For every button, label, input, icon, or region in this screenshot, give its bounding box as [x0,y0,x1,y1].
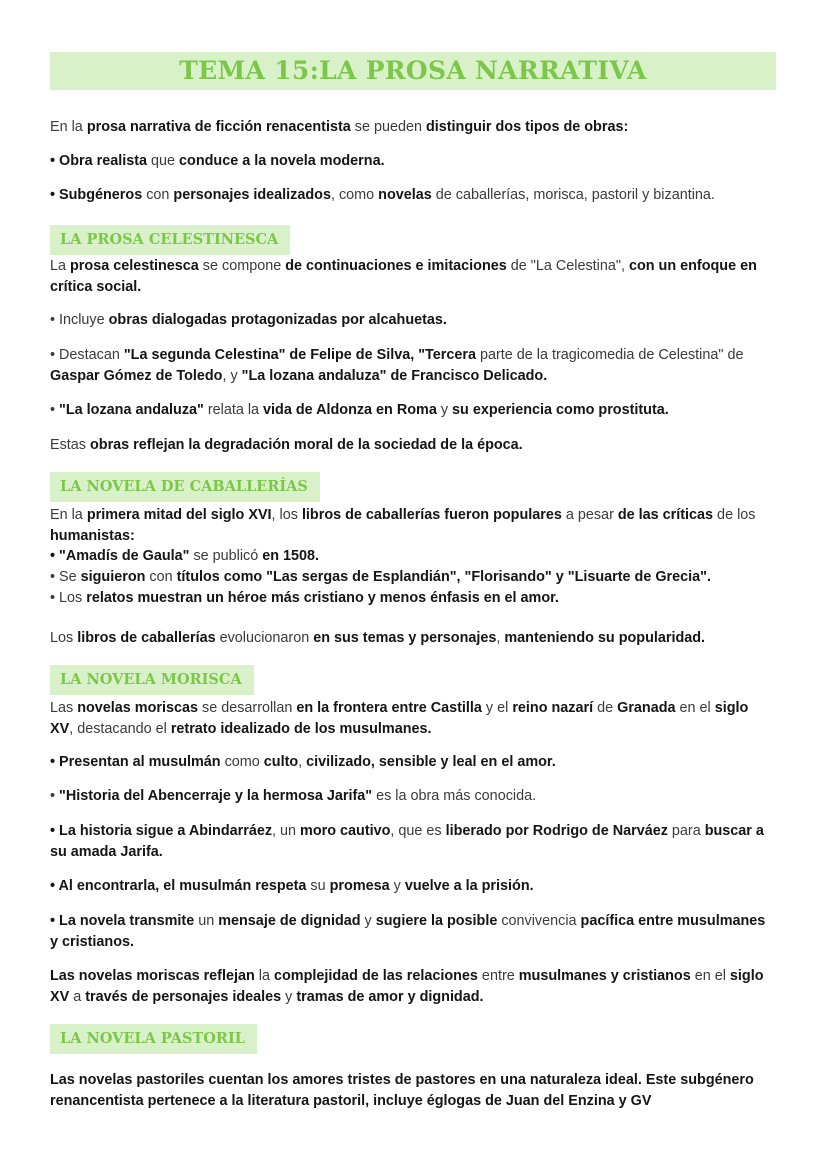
paragraph [50,185,775,206]
text: a pesar [561,507,618,523]
text: y [360,913,376,929]
text: que [147,153,180,169]
text: y [436,402,453,418]
text: En la [50,507,87,523]
bold-text: • Obra realista [50,153,148,169]
bold-text: en 1508. [262,548,320,564]
bold-text: civilizado, sensible y leal en el amor. [306,754,556,770]
bold-text: novelas moriscas [77,700,198,716]
bold-text: • Al encontrarla, el musulmán respeta [50,878,307,894]
text: de caballerías, morisca, pastoril y bizantina. [431,187,715,203]
paragraph [50,435,775,456]
text: • Se [50,569,81,585]
bold-text: culto [263,754,299,770]
paragraph [50,1070,775,1112]
bold-text: retrato idealizado de los musulmanes. [170,721,432,737]
bold-text: • La novela transmite [50,913,195,929]
text: relata la [203,402,264,418]
text: de "La Celestina", [506,258,629,274]
bold-text: prosa celestinesca [70,258,199,274]
paragraph [50,588,775,609]
text: La [50,258,71,274]
text: a [69,989,86,1005]
text: convivencia [497,913,581,929]
text: de [593,700,618,716]
paragraph [50,310,775,331]
section-heading: LA NOVELA DE CABALLERÍAS [50,472,320,502]
bold-text: vida de Aldonza en Roma [263,402,437,418]
paragraph [50,698,775,740]
text: , como [330,187,379,203]
bold-text: reino nazarí [512,700,594,716]
text: se compone [198,258,286,274]
bold-text: primera mitad del siglo XVI [86,507,272,523]
bold-text: de las críticas [617,507,714,523]
bold-text: de continuaciones e imitaciones [285,258,507,274]
text: con [145,569,177,585]
bold-text: "La lozana andaluza" [59,402,204,418]
text: • Destacan [50,347,124,363]
bold-text: libros de caballerías [77,630,216,646]
text: , los [271,507,302,523]
text: parte de la tragicomedia de Celestina" de [475,347,744,363]
bold-text: relatos muestran un héroe más cristiano y menos énfasis en el amor. [86,590,559,606]
bold-text: en la frontera entre Castilla [296,700,482,716]
bold-text: "La lozana andaluza" de Francisco Delicado. [241,368,548,384]
text: su [306,878,330,894]
bold-text: siglo XV [50,700,749,737]
bold-text: su experiencia como prostituta. [452,402,669,418]
bold-text: Las novelas pastoriles cuentan los amores tristes de pastores en una naturaleza ideal. Este subgénero renancentista pertenece a la literatura pastoril, incluye églogas de Juan del Enzina y GV [50,1072,754,1109]
text: para [667,823,705,839]
text: es la obra más conocida. [372,788,537,804]
bold-text: obras reflejan la degradación moral de la sociedad de la época. [90,437,523,453]
bold-text: sugiere la posible [375,913,498,929]
paragraph [50,505,775,547]
bold-text: libros de caballerías fueron populares [301,507,562,523]
text: se publicó [189,548,263,564]
text: , que es [390,823,446,839]
paragraph [50,117,775,138]
paragraph [50,752,775,773]
bold-text: Gaspar Gómez de Toledo [50,368,223,384]
bold-text: moro cautivo [300,823,391,839]
bold-text: siguieron [80,569,146,585]
bold-text: Las novelas moriscas reflejan [50,968,255,984]
text: • [50,402,60,418]
page-title: TEMA 15:LA PROSA NARRATIVA [50,52,776,90]
bold-text: • Subgéneros [50,187,143,203]
bold-text: "Historia del Abencerraje y la hermosa Jarifa" [59,788,373,804]
bold-text: musulmanes y cristianos [518,968,691,984]
text: y [389,878,405,894]
bold-text: pacífica entre musulmanes y cristianos. [50,913,766,950]
text: como [220,754,264,770]
bold-text: través de personajes ideales [85,989,282,1005]
bold-text: obras dialogadas protagonizadas por alcahuetas. [108,312,447,328]
bold-text: distinguir dos tipos de obras: [425,119,629,135]
bold-text: siglo XV [50,968,764,1005]
bold-text: promesa [329,878,390,894]
text: , un [272,823,301,839]
text: • Los [50,590,87,606]
section-heading: LA NOVELA PASTORIL [50,1024,257,1054]
section-heading: LA PROSA CELESTINESCA [50,225,290,255]
bold-text: tramas de amor y dignidad. [296,989,484,1005]
text: , destacando el [69,721,171,737]
text: • Incluye [50,312,109,328]
text: se pueden [350,119,426,135]
section-heading: LA NOVELA MORISCA [50,665,254,695]
paragraph [50,345,775,387]
text: En la [50,119,87,135]
paragraph [50,786,775,807]
text: en el [690,968,730,984]
paragraph [50,151,775,172]
text: y el [481,700,513,716]
text: , y [222,368,242,384]
bold-text: • Presentan al musulmán [50,754,221,770]
text: la [254,968,274,984]
text: Los [50,630,78,646]
paragraph [50,567,775,588]
text: , [496,630,505,646]
text: en el [675,700,715,716]
bold-text: liberado por Rodrigo de Narváez [445,823,668,839]
bold-text: prosa narrativa de ficción renacentista [86,119,351,135]
bold-text: humanistas: [50,528,135,544]
paragraph [50,821,775,863]
bold-text: títulos como "Las sergas de Esplandián", "Florisando" y "Lisuarte de Grecia". [176,569,711,585]
paragraph [50,628,775,649]
bold-text: • La historia sigue a Abindarráez [50,823,273,839]
text: Estas [50,437,90,453]
bold-text: complejidad de las relaciones [273,968,478,984]
bold-text: novelas [378,187,432,203]
text: se desarrollan [198,700,297,716]
paragraph [50,911,775,953]
bold-text: "La segunda Celestina" de Felipe de Silva, "Tercera [123,347,476,363]
bold-text: mensaje de dignidad [218,913,361,929]
bold-text: vuelve a la prisión. [404,878,534,894]
text: un [194,913,219,929]
bold-text: en sus temas y personajes [313,630,497,646]
text: de los [713,507,756,523]
bold-text: buscar a su amada Jarifa. [50,823,764,860]
bold-text: • "Amadís de Gaula" [50,548,190,564]
paragraph [50,256,775,298]
paragraph [50,876,775,897]
bold-text: con un enfoque en crítica social. [50,258,757,295]
text: entre [477,968,519,984]
paragraph [50,546,775,567]
bold-text: Granada [617,700,676,716]
text: • [50,788,60,804]
paragraph [50,400,775,421]
text: evolucionaron [215,630,314,646]
text: Las [50,700,78,716]
bold-text: personajes idealizados [173,187,331,203]
text: con [142,187,174,203]
bold-text: conduce a la novela moderna. [179,153,385,169]
paragraph [50,966,775,1008]
text: y [281,989,297,1005]
text: , [298,754,307,770]
bold-text: manteniendo su popularidad. [504,630,706,646]
